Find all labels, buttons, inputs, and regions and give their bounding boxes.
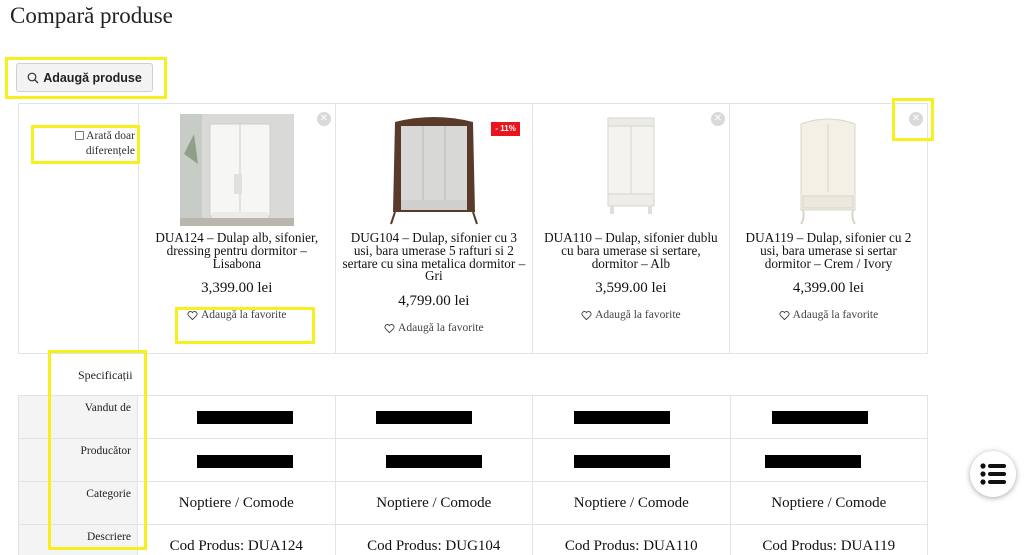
product-card: [139, 104, 336, 353]
spec-label: Vandut de: [18, 396, 138, 438]
spec-value: [138, 439, 336, 481]
add-to-favorites-label: Adaugă la favorite: [792, 309, 879, 322]
spec-value: [336, 396, 534, 438]
add-to-favorites-label: Adaugă la favorite: [398, 322, 484, 335]
product-image[interactable]: [771, 114, 885, 226]
discount-badge: - 11%: [491, 122, 519, 136]
show-differences-checkbox[interactable]: [75, 131, 84, 140]
add-to-favorites-button[interactable]: [187, 309, 287, 321]
spec-value: [336, 439, 534, 481]
product-name[interactable]: DUA110 – Dulap, sifonier dublu cu bara umerase si sertare, dormitor – Alb: [544, 230, 718, 271]
add-to-favorites-label: Adaugă la favorite: [595, 309, 681, 322]
heart-outline-icon: [581, 310, 592, 321]
heart-outline-icon: [187, 310, 198, 321]
add-to-favorites-button[interactable]: [581, 309, 681, 321]
spec-label: Categorie: [18, 482, 138, 524]
spec-value: Cod Produs: DUA110: [533, 525, 731, 555]
spec-value: [533, 396, 731, 438]
product-price: 4,799.00 lei: [398, 293, 470, 310]
product-card: [730, 104, 927, 353]
compare-options-column: [19, 104, 139, 353]
spec-value: Cod Produs: DUG104: [336, 525, 534, 555]
spec-row: [18, 525, 928, 555]
specs-heading: Specificații: [78, 368, 133, 382]
spec-value: Cod Produs: DUA124: [138, 525, 336, 555]
product-card: [533, 104, 730, 353]
specs-table: [18, 395, 928, 555]
add-products-button[interactable]: [16, 63, 153, 92]
product-name[interactable]: DUG104 – Dulap, sifonier cu 3 usi, bara umerase 5 rafturi si 2 sertare cu sina metalica dormitor – Gri: [342, 230, 526, 284]
spec-value: Noptiere / Comode: [533, 482, 731, 524]
add-to-favorites-button[interactable]: [384, 322, 484, 334]
spec-value: Noptiere / Comode: [336, 482, 534, 524]
product-image[interactable]: [377, 114, 491, 226]
product-image[interactable]: [180, 114, 294, 226]
product-card: [336, 104, 533, 353]
show-differences-label: Arată doar diferențele: [85, 130, 135, 157]
product-image[interactable]: [574, 114, 688, 226]
spec-value: [731, 439, 929, 481]
spec-row: [18, 439, 928, 482]
spec-label: Producător: [18, 439, 138, 481]
spec-value: [138, 396, 336, 438]
add-to-favorites-button[interactable]: [779, 309, 879, 321]
spec-value: Noptiere / Comode: [731, 482, 929, 524]
search-icon: [27, 72, 39, 84]
product-price: 4,399.00 lei: [792, 280, 865, 297]
spec-value: Cod Produs: DUA119: [731, 525, 929, 555]
spec-row: [18, 482, 928, 525]
heart-outline-icon: [384, 323, 395, 334]
add-to-favorites-label: Adaugă la favorite: [200, 309, 287, 322]
spec-value: [533, 439, 731, 481]
close-circle-icon[interactable]: ✕: [711, 112, 725, 126]
list-menu-button[interactable]: [970, 451, 1016, 497]
close-circle-icon[interactable]: ✕: [317, 112, 331, 126]
page-title: Compară produse: [10, 3, 173, 28]
add-products-label: Adaugă produse: [43, 70, 142, 85]
product-price: 3,399.00 lei: [201, 280, 273, 297]
spec-row: [18, 396, 928, 439]
product-price: 3,599.00 lei: [595, 280, 667, 297]
heart-outline-icon: [779, 310, 790, 321]
spec-value: [731, 396, 929, 438]
product-name[interactable]: DUA119 – Dulap, sifonier cu 2 usi, bara umerase si sertar dormitor – Crem / Ivory: [745, 230, 912, 271]
spec-label: Descriere: [18, 525, 138, 555]
spec-value: Noptiere / Comode: [138, 482, 336, 524]
show-differences-toggle[interactable]: [39, 129, 135, 159]
list-menu-icon: [980, 463, 1006, 485]
close-circle-icon[interactable]: ✕: [909, 112, 923, 126]
product-name[interactable]: DUA124 – Dulap alb, sifonier, dressing pentru dormitor – Lisabona: [155, 230, 319, 271]
product-compare-grid: [18, 103, 928, 354]
